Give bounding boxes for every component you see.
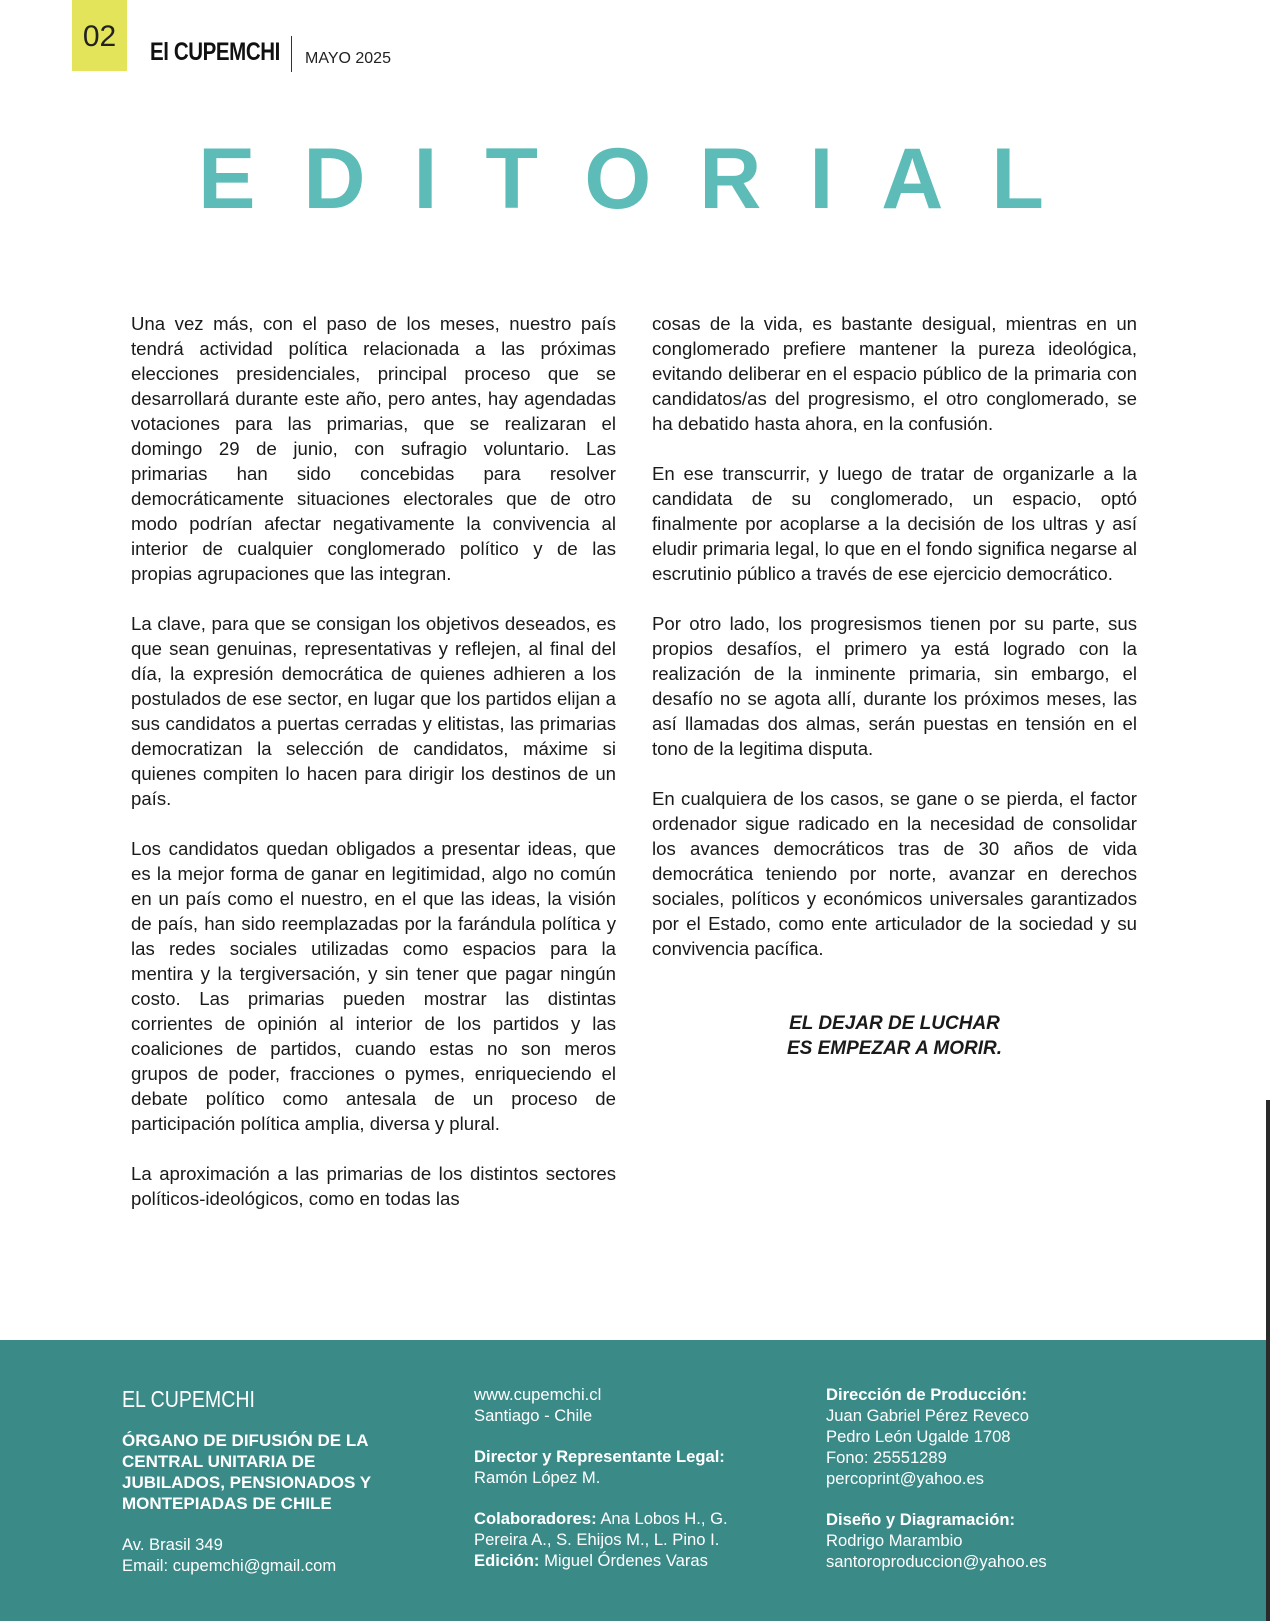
section-title: EDITORIAL bbox=[198, 131, 1092, 227]
footer-website: www.cupemchi.cl bbox=[474, 1385, 602, 1404]
design-email: santoroproduccion@yahoo.es bbox=[826, 1552, 1047, 1571]
footer-design-block bbox=[826, 1509, 1126, 1572]
article-paragraph: En ese transcurrir, y luego de tratar de organizarle a la candidata de su conglomerado, un espacio, optó finalmente por acoplarse a la decisión de los ultras y así eludir primaria legal, lo que en el fondo significa negarse al escrutinio público a través de ese ejercicio democrático. bbox=[652, 463, 1137, 584]
article-paragraph: cosas de la vida, es bastante desigual, mientras en un conglomerado prefiere mantener la pureza ideológica, evitando deliberar en el espacio público de la primaria con candidatos/as del progresismo, el otro conglomerado, se ha debatido hasta ahora, en la confusión. bbox=[652, 313, 1137, 434]
article-paragraph: La aproximación a las primarias de los distintos sectores políticos-ideológicos, como en todas las bbox=[131, 1163, 616, 1209]
footer-director-block bbox=[474, 1446, 774, 1488]
header-divider bbox=[291, 36, 292, 72]
article-paragraph: La clave, para que se consigan los objetivos deseados, es que sean genuinas, representativas y reflejen, al final del día, la expresión democrática de quienes adhieren a los postulados de ese sector, en lugar que los partidos elijan a sus candidatos a puertas cerradas y elitistas, las primarias democratizan la selección de candidatos, máxime si quienes compiten lo hacen para dirigir los destinos de un país. bbox=[131, 613, 616, 809]
production-phone: Fono: 25551289 bbox=[826, 1448, 947, 1467]
design-label: Diseño y Diagramación: bbox=[826, 1510, 1016, 1529]
article-paragraph: Los candidatos quedan obligados a presentar ideas, que es la mejor forma de ganar en legitimidad, algo no común en un país como el nuestro, en el que las ideas, la visión de país, han sido reemplazadas por la farándula política y las redes sociales utilizadas como espacios para la mentira y la tergiversación, y sin tener que pagar ningún costo. Las primarias pueden mostrar las distintas corrientes de opinión al interior de los partidos y las coaliciones de partidos, cuando estas no son meros grupos de poder, fracciones o pymes, enriqueciendo el debate político como antesala de un proceso de participación política amplia, diversa y plural. bbox=[131, 838, 616, 1134]
footer-column-production bbox=[826, 1384, 1126, 1572]
footer-credits bbox=[0, 1340, 1266, 1621]
motto-line: EL DEJAR DE LUCHAR bbox=[789, 1013, 1000, 1034]
page-edge-shadow bbox=[1266, 1100, 1270, 1621]
collaborators-names: Ana Lobos H., G. bbox=[596, 1509, 728, 1528]
edition-label: Edición: bbox=[474, 1551, 540, 1570]
footer-column-publisher bbox=[122, 1384, 412, 1576]
closing-motto bbox=[652, 1011, 1137, 1061]
collaborators-names-continued: Pereira A., S. Ehijos M., L. Pino I. bbox=[474, 1530, 720, 1549]
page-number-badge bbox=[72, 0, 127, 71]
footer-production-block bbox=[826, 1384, 1126, 1489]
production-email: percoprint@yahoo.es bbox=[826, 1469, 984, 1488]
footer-site-block bbox=[474, 1384, 774, 1426]
footer-city: Santiago - Chile bbox=[474, 1406, 593, 1425]
article-column-left bbox=[131, 311, 616, 1236]
footer-email: Email: cupemchi@gmail.com bbox=[122, 1556, 337, 1575]
page-number: 02 bbox=[82, 20, 117, 53]
article-paragraph: Una vez más, con el paso de los meses, nuestro país tendrá actividad política relacionada a las próximas elecciones presidenciales, principal proceso que se desarrollará durante este año, pero antes, hay agendadas votaciones para las primarias, que se realizaran el domingo 29 de junio, con sufragio voluntario. Las primarias han sido concebidas para resolver democráticamente situaciones electorales que de otro modo podrían afectar negativamente la convivencia al interior de cualquier conglomerado político y de las propias agrupaciones que las integran. bbox=[131, 313, 616, 584]
director-name: Ramón López M. bbox=[474, 1468, 601, 1487]
footer-address: Av. Brasil 349 bbox=[122, 1535, 223, 1554]
issue-date: MAYO 2025 bbox=[305, 50, 391, 67]
footer-column-staff bbox=[474, 1384, 774, 1571]
design-name: Rodrigo Marambio bbox=[826, 1531, 963, 1550]
footer-collaborators-block bbox=[474, 1508, 774, 1571]
motto-line: ES EMPEZAR A MORIR. bbox=[787, 1038, 1002, 1059]
article-column-right bbox=[652, 311, 1137, 1061]
director-label: Director y Representante Legal: bbox=[474, 1447, 725, 1466]
collaborators-label: Colaboradores: bbox=[474, 1509, 597, 1528]
footer-brand: EL CUPEMCHI bbox=[122, 1386, 255, 1412]
masthead-logo: El CUPEMCHI bbox=[150, 38, 280, 66]
edition-name: Miguel Órdenes Varas bbox=[539, 1551, 708, 1570]
production-address: Pedro León Ugalde 1708 bbox=[826, 1427, 1011, 1446]
footer-organization: ÓRGANO DE DIFUSIÓN DE LA CENTRAL UNITARIA DE JUBILADOS, PENSIONADOS Y MONTEPIADAS DE CHILE bbox=[122, 1431, 371, 1513]
production-label: Dirección de Producción: bbox=[826, 1385, 1028, 1404]
production-name: Juan Gabriel Pérez Reveco bbox=[826, 1406, 1029, 1425]
article-paragraph: Por otro lado, los progresismos tienen por su parte, sus propios desafíos, el primero ya está logrado con la realización de la inminente primaria, sin embargo, el desafío no se agota allí, durante los próximos meses, las así llamadas dos almas, serán puestas en tensión en el tono de la legitima disputa. bbox=[652, 613, 1137, 759]
article-paragraph: En cualquiera de los casos, se gane o se pierda, el factor ordenador sigue radicado en la necesidad de consolidar los avances democráticos tras de 30 años de vida democrática teniendo por norte, avanzar en derechos sociales, políticos y económicos universales garantizados por el Estado, como ente articulador de la sociedad y su convivencia pacífica. bbox=[652, 788, 1137, 959]
